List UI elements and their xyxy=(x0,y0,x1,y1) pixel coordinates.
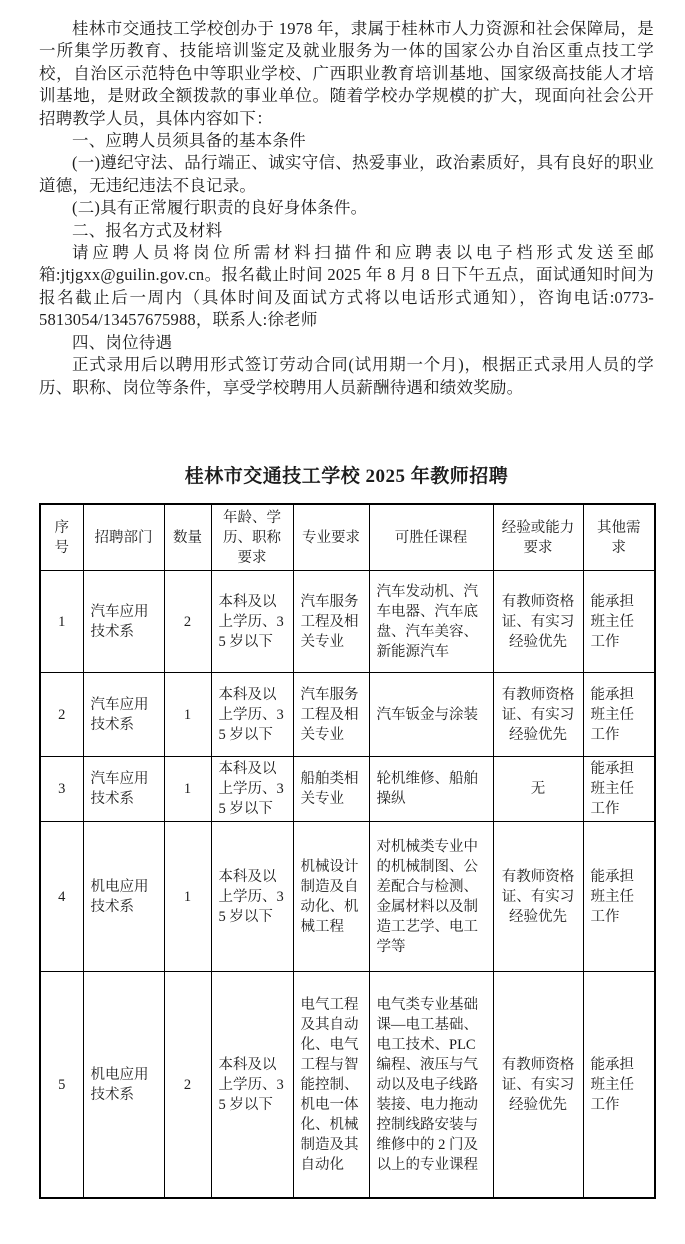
intro-paragraph: (一)遵纪守法、品行端正、诚实守信、热爱事业，政治素质好，具有良好的职业道德，无违纪违法不良记录。 xyxy=(39,153,654,195)
table-cell: 汽车发动机、汽车电器、汽车底盘、汽车美容、新能源汽车 xyxy=(369,571,493,673)
intro-paragraph: 桂林市交通技工学校创办于 1978 年，隶属于桂林市人力资源和社会保障局，是一所集学历教育、技能培训鉴定及就业服务为一体的国家公办自治区重点技工学校，自治区示范特色中等职业学校、广西职业教育培训基地、国家级高技能人才培训基地，是财政全额拨款的事业单位。随着学校办学规模的扩大，现面向社会公开招聘教学人员，具体内容如下： xyxy=(39,19,654,128)
table-cell: 能承担班主任工作 xyxy=(583,757,655,822)
table-cell: 3 xyxy=(40,757,83,822)
table-cell: 船舶类相关专业 xyxy=(293,757,369,822)
table-cell: 有教师资格证、有实习经验优先 xyxy=(493,972,583,1198)
section-heading-application-method: 二、报名方式及材料 xyxy=(72,220,223,240)
table-title: 桂林市交通技工学校 2025 年教师招聘 xyxy=(184,465,509,487)
column-header: 年龄、学历、职称要求 xyxy=(211,504,293,571)
table-cell: 2 xyxy=(164,571,211,673)
table-cell: 5 xyxy=(40,972,83,1198)
table-cell: 本科及以上学历、35 岁以下 xyxy=(211,822,293,972)
intro-paragraph: 正式录用后以聘用形式签订劳动合同(试用期一个月)，根据正式录用人员的学历、职称、岗位等条件，享受学校聘用人员薪酬待遇和绩效奖励。 xyxy=(39,355,654,397)
table-row xyxy=(40,972,655,1198)
table-cell: 汽车钣金与涂装 xyxy=(369,673,493,757)
intro-paragraph: (二)具有正常履行职责的良好身体条件。 xyxy=(72,198,368,218)
column-header: 其他需求 xyxy=(583,504,655,571)
table-body xyxy=(40,571,655,1198)
table-cell: 机电应用技术系 xyxy=(83,972,164,1198)
table-cell: 汽车应用技术系 xyxy=(83,571,164,673)
table-cell: 2 xyxy=(40,673,83,757)
table-cell: 有教师资格证、有实习经验优先 xyxy=(493,571,583,673)
table-cell: 能承担班主任工作 xyxy=(583,571,655,673)
recruitment-table xyxy=(39,503,656,1199)
column-header: 序号 xyxy=(40,504,83,571)
table-cell: 电气类专业基础课—电工基础、电工技术、PLC 编程、液压与气动以及电子线路装接、电力拖动控制线路安装与维修中的 2 门及以上的专业课程 xyxy=(369,972,493,1198)
table-cell: 汽车应用技术系 xyxy=(83,757,164,822)
table-cell: 电气工程及其自动化、电气工程与智能控制、机电一体化、机械制造及其自动化 xyxy=(293,972,369,1198)
table-cell: 1 xyxy=(164,757,211,822)
table-cell: 汽车服务工程及相关专业 xyxy=(293,571,369,673)
column-header: 可胜任课程 xyxy=(369,504,493,571)
intro-section xyxy=(39,18,654,399)
table-cell: 能承担班主任工作 xyxy=(583,673,655,757)
table-cell: 本科及以上学历、35 岁以下 xyxy=(211,757,293,822)
table-cell: 对机械类专业中的机械制图、公差配合与检测、金属材料以及制造工艺学、电工学等 xyxy=(369,822,493,972)
table-cell: 1 xyxy=(164,822,211,972)
table-cell: 2 xyxy=(164,972,211,1198)
table-cell: 无 xyxy=(493,757,583,822)
table-cell: 汽车应用技术系 xyxy=(83,673,164,757)
column-header: 专业要求 xyxy=(293,504,369,571)
table-cell: 4 xyxy=(40,822,83,972)
table-cell: 汽车服务工程及相关专业 xyxy=(293,673,369,757)
section-heading-position-benefits: 四、岗位待遇 xyxy=(72,332,173,352)
column-header: 数量 xyxy=(164,504,211,571)
table-cell: 机电应用技术系 xyxy=(83,822,164,972)
table-cell: 机械设计制造及自动化、机械工程 xyxy=(293,822,369,972)
table-cell: 轮机维修、船舶操纵 xyxy=(369,757,493,822)
table-cell: 能承担班主任工作 xyxy=(583,972,655,1198)
table-row xyxy=(40,757,655,822)
column-header: 经验或能力要求 xyxy=(493,504,583,571)
table-cell: 1 xyxy=(164,673,211,757)
table-row xyxy=(40,571,655,673)
table-row xyxy=(40,673,655,757)
table-row xyxy=(40,822,655,972)
table-header-row xyxy=(40,504,655,571)
table-cell: 1 xyxy=(40,571,83,673)
table-cell: 有教师资格证、有实习经验优先 xyxy=(493,673,583,757)
column-header: 招聘部门 xyxy=(83,504,164,571)
table-cell: 有教师资格证、有实习经验优先 xyxy=(493,822,583,972)
table-cell: 能承担班主任工作 xyxy=(583,822,655,972)
intro-paragraph: 请应聘人员将岗位所需材料扫描件和应聘表以电子档形式发送至邮箱:jtjgxx@guilin.gov.cn。报名截止时间 2025 年 8 月 8 日下午五点，面试通知时间为报名截止后一周内（具体时间及面试方式将以电话形式通知），咨询电话:0773-5813054/13457675988，联系人:徐老师 xyxy=(39,243,654,330)
table-cell: 本科及以上学历、35 岁以下 xyxy=(211,571,293,673)
section-heading-basic-conditions: 一、应聘人员须具备的基本条件 xyxy=(72,131,306,151)
table-cell: 本科及以上学历、35 岁以下 xyxy=(211,972,293,1198)
table-cell: 本科及以上学历、35 岁以下 xyxy=(211,673,293,757)
